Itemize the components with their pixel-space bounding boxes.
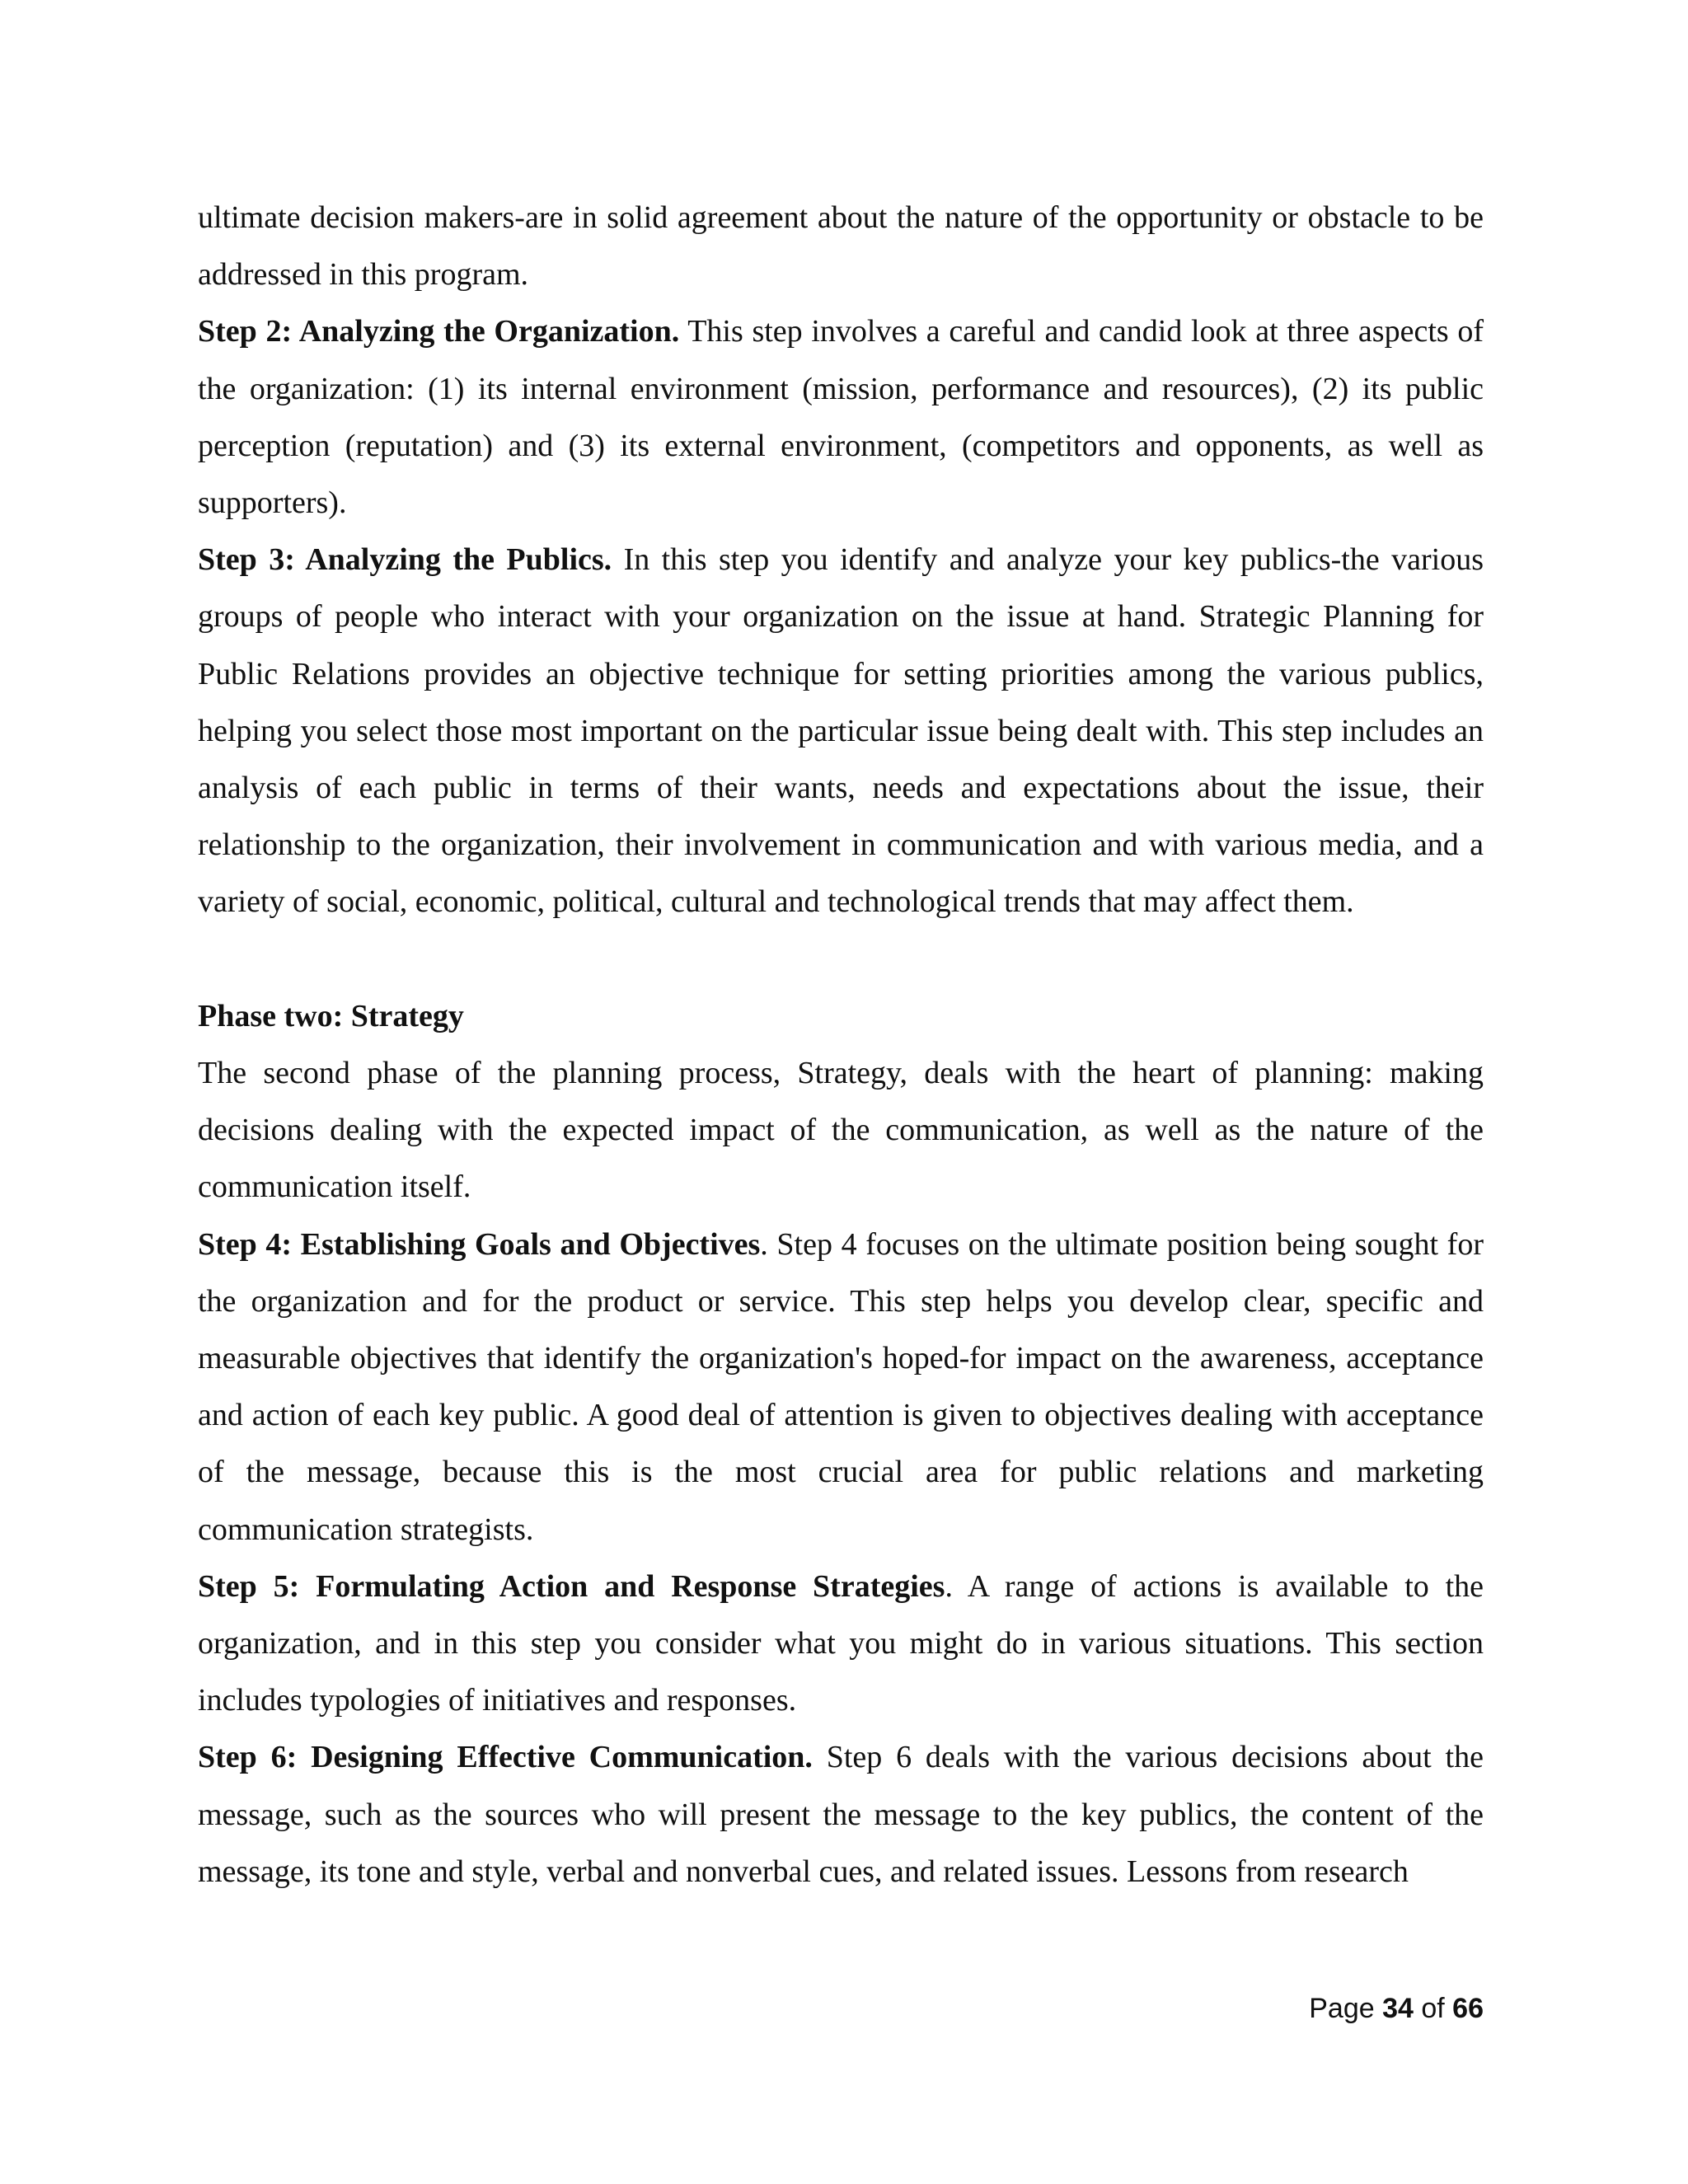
step-5-text: . A range of actions is available to the organization, and in this step you consider what you might do in various situations. This section includes typologies of initiatives and responses. bbox=[198, 1568, 1484, 1718]
step-4-title: Step 4: Establishing Goals and Objectives bbox=[198, 1226, 761, 1262]
current-page-number: 34 bbox=[1382, 1993, 1414, 2024]
paragraph-spacer bbox=[198, 931, 1484, 988]
intro-paragraph: ultimate decision makers-are in solid agreement about the nature of the opportunity or obstacle to be addressed in this program. bbox=[198, 200, 1484, 293]
step-3-title: Step 3: Analyzing the Publics. bbox=[198, 542, 612, 578]
step-2-paragraph bbox=[198, 303, 1484, 532]
step-2-text: This step involves a careful and candid look at three aspects of the organization: (1) its internal environment (mission, performance and resources), (2) its public perception (reputation) and (3) its external environment, (competitors and opponents, as well as supporters). bbox=[198, 314, 1484, 521]
step-5-paragraph bbox=[198, 1558, 1484, 1730]
total-page-count: 66 bbox=[1452, 1993, 1484, 2024]
phase-two-paragraph: The second phase of the planning process, Strategy, deals with the heart of planning: making decisions dealing with the expected impact of the communication, as well as the nature of the communication itself. bbox=[198, 1056, 1484, 1205]
step-6-paragraph bbox=[198, 1729, 1484, 1900]
step-6-title: Step 6: Designing Effective Communication. bbox=[198, 1740, 813, 1775]
step-4-text: . Step 4 focuses on the ultimate position being sought for the organization and for the product or service. This step helps you develop clear, specific and measurable objectives that identify the organization's hoped-for impact on the awareness, acceptance and action of each key public. A good deal of attention is given to objectives dealing with acceptance of the message, because this is the most crucial area for public relations and marketing communication strategists. bbox=[198, 1226, 1484, 1547]
step-3-text: In this step you identify and analyze your key publics-the various groups of people who interact with your organization on the issue at hand. Strategic Planning for Public Relations provides an objective technique for setting priorities among the various publics, helping you select those most important on the particular issue being dealt with. This step includes an analysis of each public in terms of their wants, needs and expectations about the issue, their relationship to the organization, their involvement in communication and with various media, and a variety of social, economic, political, cultural and technological trends that may affect them. bbox=[198, 542, 1484, 920]
page-number-footer bbox=[1309, 1993, 1484, 2025]
step-6-text: Step 6 deals with the various decisions about the message, such as the sources who will present the message to the key publics, the content of the message, its tone and style, verbal and nonverbal cues, and related issues. Lessons from research bbox=[198, 1740, 1484, 1889]
page-label: Page bbox=[1309, 1993, 1383, 2024]
step-3-paragraph bbox=[198, 532, 1484, 930]
step-5-title: Step 5: Formulating Action and Response Strategies bbox=[198, 1568, 945, 1604]
phase-two-heading: Phase two: Strategy bbox=[198, 998, 464, 1033]
body-text bbox=[198, 190, 1484, 1900]
step-2-title: Step 2: Analyzing the Organization. bbox=[198, 314, 680, 349]
page-of-label: of bbox=[1413, 1993, 1453, 2024]
step-4-paragraph bbox=[198, 1216, 1484, 1558]
